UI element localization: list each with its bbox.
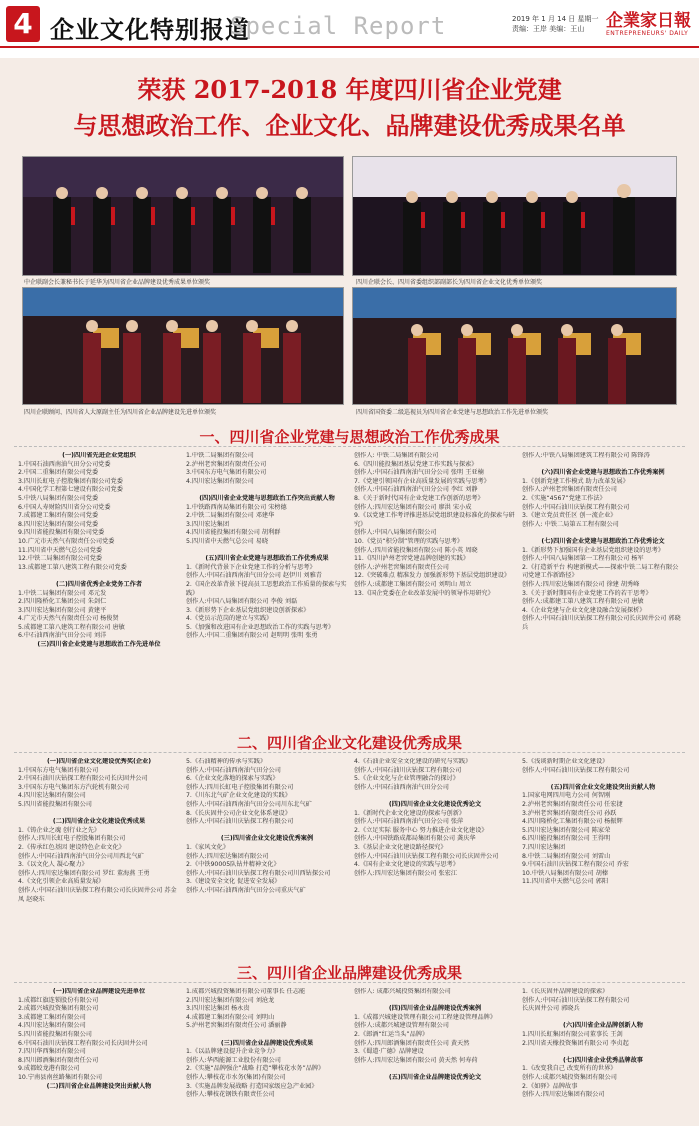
- list-item: 创作人:中国石油西南油气田分公司川西北气矿: [18, 852, 144, 860]
- list-item: 3.四川长虹电子控股集团有限公司党委: [18, 477, 123, 485]
- category-heading: (二)四川省优秀企业党务工作者: [55, 580, 143, 588]
- list-item: 13.成都建工第八建筑工程有限公司党委: [18, 563, 127, 571]
- list-item: 创作人:四川宏达集团有限公司 张宏江: [354, 869, 458, 877]
- category-heading: (六)四川省企业党建与思想政治工作优秀案例: [541, 469, 665, 477]
- list-item: 3.四川宏达集团有限公司 黄建平: [18, 606, 107, 614]
- list-item: 创作人:中国石油川庆钻探工程有限公司: [522, 996, 630, 1004]
- section-title-en: Special Report: [230, 12, 447, 40]
- category-heading: (三)四川省企业文化建设优秀案例: [220, 835, 314, 843]
- list-item: 3.中国东方电气集团有限公司: [186, 469, 267, 477]
- list-item: 创作人: 中铁二局第五工程有限公司: [522, 520, 619, 528]
- award-photo-4-image: [353, 288, 677, 405]
- newspaper-logo: 企業家日報: [606, 11, 691, 31]
- list-item: 7.四川宏达集团: [522, 843, 566, 851]
- list-item: 4.《企业党建与企业文化建设融合发展探析》: [522, 606, 646, 614]
- list-item: 4.《国有企业文化建设的实践与思考》: [354, 861, 459, 869]
- list-item: 2.中铁二局集团有限公司 邓建华: [186, 512, 275, 520]
- list-item: [354, 997, 516, 1006]
- list-item: 5.四川省能投集团有限公司: [18, 1030, 92, 1038]
- award-photo-1-image: [23, 157, 344, 276]
- section-1-column-4: [522, 452, 684, 728]
- list-item: 12.《突破难点 精准发力 加强新形势下基层党组织建设》: [354, 572, 511, 580]
- list-item: 1.中铁二局集团有限公司 邓元发: [18, 589, 107, 597]
- category-heading: (四)四川省企业品牌建设优秀案例: [388, 1005, 482, 1013]
- list-item: 6.中国人寿财险四川省分公司党委: [18, 503, 111, 511]
- list-item: [186, 486, 348, 495]
- list-item: 创作人:中国石油西南油气田分公司川东北气矿: [186, 800, 312, 808]
- award-photo-3: [22, 287, 344, 405]
- category-heading: (三)四川省企业品牌建设优秀成果: [220, 1039, 314, 1047]
- section-1-column-2: [186, 452, 348, 728]
- list-item: 2.《中铁90005队钻井精神文化》: [186, 861, 280, 869]
- headline-line-1: 荣获 2017-2018 年度四川省企业党建: [137, 75, 562, 104]
- category-heading: (四)四川省企业文化建设优秀论文: [388, 800, 482, 808]
- list-item: 3.《以文化人 凝心聚力》: [18, 861, 88, 869]
- list-item: 2.泸州老窖集团有限责任公司: [186, 460, 267, 468]
- newspaper-logo-en: ENTREPRENEURS' DAILY: [606, 30, 689, 37]
- list-item: 创作人:四川宏达集团有限公司: [186, 852, 269, 860]
- list-item: 2.中国石油川庆钻探工程有限公司长庆固井公司: [18, 775, 148, 783]
- list-item: 创作人:中国八局集团有限公司: [354, 529, 437, 537]
- list-item: 4.《石油企业安全文化建设的研究与实践》: [354, 758, 472, 765]
- award-photo-2: [352, 156, 677, 276]
- list-item: 4.中国化学工程第七建设有限公司党委: [18, 486, 123, 494]
- list-item: 5.四川省中天燃气总公司 易晓: [186, 537, 269, 545]
- headline-line-2: 与思想政治工作、企业文化、品牌建设优秀成果名单: [73, 111, 626, 140]
- section-1-divider: [14, 446, 685, 447]
- list-item: 9.《以党建工作考评推进基层党组织建设标准化的探索与研究》: [354, 512, 515, 528]
- list-item: 2.四川省天橡投资集团有限公司 李贞起: [522, 1039, 629, 1047]
- list-item: 创作人:中国八局集团有限公司 李俊 刘磊: [186, 598, 298, 606]
- list-item: 创作人:四川郎酒集团有限责任公司 黄天然: [354, 1039, 470, 1047]
- editor-line: 责编：王岸 美编：王山: [512, 25, 585, 33]
- list-item: 2.泸州老窖集团有限责任公司 任宏捷: [522, 800, 623, 808]
- list-item: 3.《基层企业文化建设路径探究》: [354, 843, 447, 851]
- section-2-column-2: [186, 758, 348, 958]
- list-item: 创作人:四川宏达集团有限公司 罗红 董海燕 王勇: [18, 869, 150, 877]
- list-item: 创作人:成都建工集团有限公司 刘明山 周立: [354, 580, 472, 588]
- category-heading: (六)四川省企业品牌创新人物: [563, 1022, 643, 1030]
- list-item: 4.成都建工集团有限公司 刘明山: [186, 1013, 275, 1021]
- list-item: 8.中铁二局集团有限公司 刘雷山: [522, 852, 611, 860]
- list-item: 4.《文化引领企业高质量发展》: [18, 878, 105, 886]
- list-item: 9.四川省能投集团有限公司党委: [18, 529, 105, 537]
- category-heading: (五)四川省企业文化建设突出贡献人物: [550, 783, 656, 791]
- list-item: 3.《建设安全文化 促进安全发展》: [186, 878, 281, 886]
- list-item: 1.《家风文化》: [186, 843, 230, 851]
- list-item: 创作人:中国石油川庆钻探工程有限公司长庆固井公司 郭晓兵: [522, 615, 681, 631]
- list-item: 8.《长庆固井公司企业文化体系建设》: [186, 809, 291, 817]
- section-3-heading: 三、四川省企业品牌建设优秀成果: [236, 964, 462, 982]
- list-item: 11.四川省中天燃气总公司 郭阳: [522, 878, 609, 886]
- list-item: [186, 1031, 348, 1040]
- list-item: 1.四川长虹集团有限公司董事长 王剑: [522, 1030, 623, 1038]
- list-item: 1.中铁路西南局集团有限公司 宋榜德: [186, 503, 287, 511]
- list-item: 创作人:四川长虹电子控股集团有限公司: [18, 835, 126, 843]
- list-item: 5.《石油精神的传承与实践》: [186, 758, 267, 765]
- section-title: 企业文化特别报道: [50, 16, 250, 44]
- list-item: 4.四川省能投集团有限公司 胡利群: [186, 529, 281, 537]
- list-item: 11.《四川泸州老窖党建品牌创建的实践》: [354, 555, 470, 563]
- section-3-column-1: [18, 988, 180, 1124]
- list-item: [522, 461, 684, 470]
- category-heading: (二)四川省企业品牌建设突出贡献人物: [46, 1082, 152, 1090]
- list-item: 创作人:四川长虹电子控股集团有限公司: [186, 783, 294, 791]
- page-header: [0, 0, 699, 48]
- list-item: 13.《国企党委在企业改革发展中的领导作用研究》: [354, 589, 494, 597]
- list-item: 6.中国石油川庆钻探工程有限公司长庆固井公司: [18, 1039, 148, 1047]
- list-item: 1.中国东方电气集团有限公司: [18, 766, 99, 774]
- list-item: 1.中铁二局集团有限公司: [186, 452, 254, 459]
- list-item: 2.中国二重集团有限公司党委: [18, 469, 99, 477]
- list-item: 5.泸州老窖集团有限责任公司 潘丽静: [186, 1022, 287, 1030]
- list-item: 创作人:中国石油西南油气田分公司 张萍: [354, 818, 464, 826]
- list-item: 6.《企业文化落地的探索与实践》: [186, 775, 279, 783]
- list-item: 长庆固井公司 郭晓兵: [522, 1005, 580, 1013]
- date-line: 2019 年 1 月 14 日 星期一: [512, 15, 599, 23]
- list-item: 2.成都兴城投资集团有限公司: [18, 1005, 99, 1013]
- list-item: [18, 572, 180, 581]
- section-3-column-3: [354, 988, 516, 1124]
- award-photo-4-caption: 四川省国资委二级巡视员为四川省企业党建与思想政治工作先进单位颁奖: [356, 409, 549, 416]
- list-item: 3.中国东方电气集团东方汽轮机有限公司: [18, 783, 130, 791]
- list-item: 1.《改变我自己 改变所有的世界》: [522, 1065, 617, 1073]
- list-item: [354, 792, 516, 801]
- list-item: 创作人:中国石油川庆钻探工程有限公司川西钻探公司: [186, 869, 331, 877]
- category-heading: (一)四川省企业文化建设优秀奖(企业): [46, 758, 152, 765]
- list-item: 创作人:中国石油川庆钻探工程有限公司长庆固井公司: [354, 852, 499, 860]
- list-item: 4.四川宏达集团有限公司: [18, 792, 86, 800]
- list-item: [186, 547, 348, 556]
- list-item: 5.四川宏达集团有限公司 陈家荣: [522, 826, 611, 834]
- list-item: 10.《党员“积分制”管理的实践与思考》: [354, 537, 464, 545]
- list-item: 5.四川省能投集团有限公司: [18, 800, 92, 808]
- list-item: 创作人:中国铁路成都局集团有限公司 龚庆华: [354, 835, 476, 843]
- list-item: 4.四川宏达集团有限公司: [18, 1022, 86, 1030]
- list-item: 10.广元市天然气有限责任公司党委: [18, 537, 115, 545]
- list-item: 4.《党员示范岗的建立与实践》: [186, 615, 273, 623]
- list-item: 1.成都兴城投资集团有限公司董事长 任志能: [186, 988, 306, 995]
- list-item: 1.《新形势下加强国有企业基层党组织建设的思考》: [522, 546, 665, 554]
- list-item: 7.《党建引领国有企业高质量发展的实践与思考》: [354, 477, 490, 485]
- list-item: 创作人:四川宏达集团有限公司: [522, 1091, 605, 1099]
- list-item: 1.《创新党建工作模式 助力改革发展》: [522, 477, 629, 485]
- list-item: 创作人:四川宏达集团有限公司 廖洪 宋小成: [354, 503, 472, 511]
- list-item: 创作人:中国石油川庆钻探工程有限公司: [186, 818, 294, 826]
- category-heading: (一)四川省先进企业党组织: [62, 452, 136, 459]
- list-item: 创作人:成都兴城投资集团有限公司: [522, 1073, 617, 1081]
- list-item: 5.《浅谈新时期企业文化建设》: [522, 758, 609, 765]
- list-item: 创作人:泸州老窖集团有限责任公司: [522, 486, 617, 494]
- list-item: 创作人:四川宏达集团有限公司 徐建 胡秀峰: [522, 580, 640, 588]
- list-item: 3.四川宏达集团 杨永贵: [186, 1005, 250, 1013]
- award-photo-3-image: [23, 288, 344, 405]
- list-item: 2.《郎酒“红运当头”品牌》: [354, 1030, 429, 1038]
- list-item: 创作人:中国八局集团第一工程有限公司 杨军: [522, 555, 644, 563]
- category-heading: (四)四川省企业党建与思想政治工作突出贡献人物: [199, 494, 335, 502]
- list-item: 创作人:中铁八局集团建筑工程有限公司 陈锋涛: [522, 452, 650, 459]
- section-2-column-4: [522, 758, 684, 958]
- list-item: 1.《新时代企业文化建设的探索与创新》: [354, 809, 466, 817]
- list-item: 8.四川郎酒集团有限责任公司: [18, 1056, 99, 1064]
- award-photo-1: [22, 156, 344, 276]
- section-1-column-3: [354, 452, 516, 728]
- list-item: 创作人:华西能源工业股份有限公司: [186, 1056, 281, 1064]
- list-item: [18, 810, 180, 819]
- list-item: 创作人:中国石油西南油气田分公司重庆气矿: [186, 886, 306, 894]
- list-item: 创作人:四川宏达集团有限公司 黄天然 何寿荷: [354, 1056, 478, 1064]
- list-item: 创作人: 中铁二局集团有限公司: [354, 452, 439, 459]
- list-item: 2.《实施“4567”党建工作法》: [522, 494, 606, 502]
- list-item: 创作人: 成都兴城投资集团有限公司: [354, 988, 451, 995]
- category-heading: (一)四川省企业品牌建设先进单位: [52, 988, 146, 995]
- category-heading: (七)四川省企业党建与思想政治工作优秀论文: [541, 537, 665, 545]
- list-item: 创作人:成都兴城建设管理有限公司: [354, 1022, 449, 1030]
- list-item: 6.中石油西南油气田分公司 刘洋: [18, 632, 107, 640]
- list-item: 创作人:中国石油川庆钻探工程有限公司: [354, 766, 462, 774]
- section-2-column-3: [354, 758, 516, 958]
- list-item: 6.《四川能投集团基层党建工作实践与探索》: [354, 460, 478, 468]
- award-photo-4: [352, 287, 677, 405]
- list-item: 3.成都建工集团有限公司: [18, 1013, 86, 1021]
- list-item: 创作人:中国石油西南油气田分公司 张明 王亚楠: [354, 469, 484, 477]
- section-3-column-2: [186, 988, 348, 1124]
- list-item: 1.国家电网四川电力公司 何智刚: [522, 792, 611, 800]
- list-item: 2.《立足实际 服务中心 努力推进企业文化建设》: [354, 826, 488, 834]
- list-item: 11.四川省中天燃气总公司党委: [18, 546, 103, 554]
- list-item: 1.中国石油西南油气田分公司党委: [18, 460, 111, 468]
- list-item: 10.中铁八局集团有限公司 胡榛: [522, 869, 609, 877]
- list-item: 创作人:中国石油西南油气田分公司: [186, 766, 281, 774]
- list-item: 1.《成都兴城建设管理有限公司工程建设管理品牌》: [354, 1013, 497, 1021]
- list-item: 7.《川东北气矿企业文化建设的实践》: [186, 792, 291, 800]
- list-item: 1.《新时代背景下企业党建工作的分析与思考》: [186, 563, 316, 571]
- list-item: 5.成都建工第八建筑工程有限公司 唐敏: [18, 623, 125, 631]
- list-item: 2.《传承红色基因 建设特色企业文化》: [18, 843, 125, 851]
- page-number: 4: [6, 6, 40, 42]
- issue-meta: [512, 14, 599, 34]
- section-3-column-4: [522, 988, 684, 1124]
- section-2-heading: 二、四川省企业文化建设优秀成果: [236, 734, 462, 752]
- list-item: 3.《实施品牌发展战略 打造国家级应急产业园》: [186, 1082, 318, 1090]
- list-item: 2.四川宏达集团有限公司 刘沧龙: [186, 996, 275, 1004]
- list-item: 创作人:攀枝花钢铁有限责任公司: [186, 1091, 275, 1099]
- list-item: 3.《蜀道·广德》品牌建设: [354, 1048, 424, 1056]
- list-item: 4.广元市天然气有限责任公司 杨俊贤: [18, 615, 119, 623]
- list-item: 2.《打造新平台 构建新模式——探索中铁二局工程有限公司党建工作新路径》: [522, 563, 679, 580]
- list-item: 10.宁南县南丝路集团有限公司: [18, 1073, 103, 1081]
- list-item: 创作人:中国石油川庆钻探工程有限公司: [522, 503, 630, 511]
- list-item: [354, 1065, 516, 1074]
- list-item: 创作人:中国石油西南油气田分公司 赵伊川 刘雅青: [186, 572, 322, 580]
- award-photo-3-caption: 四川企联顾问、四川省人大原副主任为四川省企业品牌建设先进单位颁奖: [24, 409, 217, 416]
- section-2-column-1: [18, 758, 180, 958]
- list-item: 3.《新形势下企业基层党组织建设创新探索》: [186, 606, 310, 614]
- category-heading: (七)四川省企业优秀品牌故事: [563, 1056, 643, 1064]
- list-item: 创作人:泸州老窖集团有限责任公司: [354, 563, 449, 571]
- list-item: [522, 529, 684, 538]
- list-item: 9.中国石油川庆钻探工程有限公司 乔宏: [522, 861, 629, 869]
- list-item: 创作人:中国石油川庆钻探工程有限公司: [522, 766, 630, 774]
- list-item: 1.成都红旗连锁股份有限公司: [18, 996, 99, 1004]
- award-photo-1-caption: 中企联副会长兼秘书长于延华为四川省企业品牌建设优秀成果单位颁奖: [24, 279, 211, 286]
- list-item: 创作人:中国石油川庆钻探工程有限公司长庆固井公司 苏金凤 赵晓东: [18, 886, 177, 903]
- section-2-divider: [14, 752, 685, 753]
- list-item: 7.四川华西集团有限公司: [18, 1048, 86, 1056]
- list-item: 4.四川宏达集团有限公司: [186, 477, 254, 485]
- list-item: 创作人:中国石油西南油气田分公司 李红 刘静: [354, 486, 478, 494]
- list-item: 创作人:攀枝花市水务(集团)有限公司: [186, 1073, 286, 1081]
- award-photo-2-image: [353, 157, 677, 276]
- list-item: 3.《建立党员责任区 创一流企业》: [522, 512, 617, 520]
- list-item: 12.中铁二局集团有限公司党委: [18, 555, 103, 563]
- list-item: 5.中铁八局集团有限公司党委: [18, 494, 99, 502]
- list-item: 2.《国企改革背景下提高员工思想政治工作质量的探索与实践》: [186, 580, 347, 597]
- list-item: 2.《实施“品牌强企”战略 打造“攀枝花水务”品牌》: [186, 1065, 325, 1073]
- list-item: 1.《铸企业之魂 创行业之先》: [18, 826, 101, 834]
- list-item: 6.四川能投集团有限公司 王得明: [522, 835, 611, 843]
- list-item: 2.《如驿》品牌故事: [522, 1082, 578, 1090]
- list-item: 8.四川宏达集团有限公司党委: [18, 520, 99, 528]
- list-item: [522, 1048, 684, 1057]
- list-item: 创作人:四川省能投集团有限公司 陈小英 周晓: [354, 546, 478, 554]
- section-1-heading: 一、四川省企业党建与思想政治工作优秀成果: [199, 428, 500, 446]
- list-item: 创作人:中国石油西南油气田分公司: [354, 783, 449, 791]
- category-heading: (三)四川省企业党建与思想政治工作先进单位: [37, 641, 161, 649]
- list-item: 2.四川隆桥化工集团公司 朱剑仁: [18, 598, 107, 606]
- list-item: 3.《关于新时期国有企业党建工作的若干思考》: [522, 589, 652, 597]
- list-item: 5.《企业文化与企业管理融合的探讨》: [354, 775, 459, 783]
- list-item: 3.四川宏达集团: [186, 520, 230, 528]
- list-item: 4.四川隆桥化工集团有限公司 杨振辉: [522, 818, 623, 826]
- list-item: 8.《关于新时代国有企业党建工作创新的思考》: [354, 494, 484, 502]
- category-heading: (五)四川省企业党建与思想政治工作优秀成果: [205, 555, 329, 563]
- list-item: 创作人:中国二重集团有限公司 赵明明 张明 张勇: [186, 632, 318, 640]
- category-heading: (二)四川省企业文化建设优秀成果: [52, 818, 146, 826]
- award-photo-2-caption: 四川企联会长、四川省委组织部副部长为四川省企业文化优秀单位颁奖: [356, 279, 543, 286]
- list-item: 3.泸州老窖集团有限责任公司 孙跃: [522, 809, 617, 817]
- list-item: 5.《加强和改进国有企业思想政治工作的实践与思考》: [186, 623, 335, 631]
- list-item: 7.成都建工集团有限公司党委: [18, 512, 99, 520]
- category-heading: (五)四川省企业品牌建设优秀论文: [388, 1073, 482, 1081]
- list-item: 1.《长庆固井品牌建设的探索》: [522, 988, 609, 995]
- list-item: [522, 775, 684, 784]
- list-item: 9.成都蛟龙港有限公司: [18, 1065, 80, 1073]
- list-item: 1.《以品牌建设提升企业竞争力》: [186, 1048, 279, 1056]
- section-1-column-1: [18, 452, 180, 728]
- section-3-divider: [14, 982, 685, 983]
- list-item: 创作人:成都建工第八建筑工程有限公司 唐敏: [522, 598, 644, 606]
